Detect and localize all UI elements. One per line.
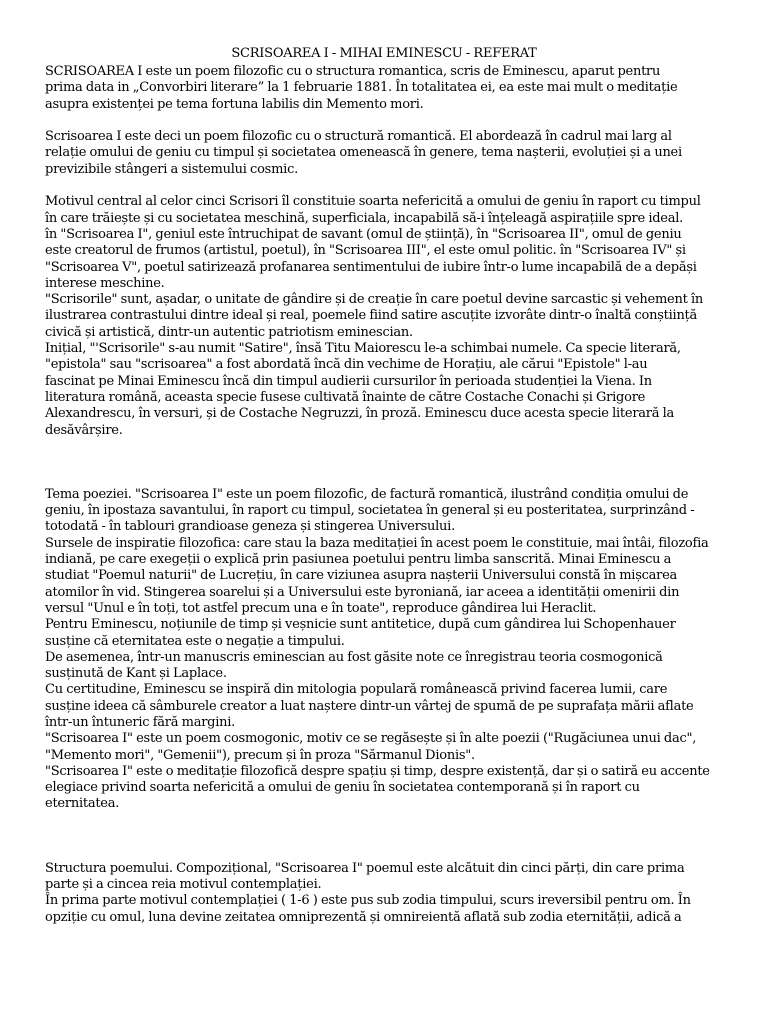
text-line: eternitatea.	[45, 796, 120, 812]
document-title: SCRISOAREA I - MIHAI EMINESCU - REFERAT	[231, 46, 537, 61]
text-line: în care trăiește și cu societatea meschină, superficiala, incapabilă să-i înțeleagă aspirațiile spre ideal.	[45, 210, 684, 226]
text-line: totodată - în tablouri grandioase geneza și stingerea Universului.	[45, 519, 455, 535]
paragraph-3	[45, 194, 737, 438]
text-line: previzibile stângeri a sistemului cosmic.	[45, 161, 298, 177]
text-line: atomilor în vid. Stingerea soarelui și a Universului este byroniană, iar aceea a identității omenirii din	[45, 584, 680, 600]
text-line: De asemenea, într-un manuscris eminescian au fost găsite note ce înregistrau teoria cosmogonică	[45, 649, 663, 665]
text-line: "Scrisoarea I" este o meditație filozofică despre spațiu și timp, despre existență, dar și o satiră eu accente	[45, 763, 710, 779]
text-line: Pentru Eminescu, noțiunile de timp și veșnicie sunt antitetice, după cum gândirea lui Schopenhauer	[45, 617, 676, 633]
text-line: Scrisoarea I este deci un poem filozofic cu o structură romantică. El abordează în cadrul mai larg al	[45, 129, 672, 145]
text-line: "epistola" sau "scrisoarea" a fost abordată încă din vechime de Horațiu, ale cărui "Epistole" l-au	[45, 357, 648, 373]
text-line: relație omului de geniu cu timpul și societatea omenească în genere, tema nașterii, evoluției și a unei	[45, 145, 682, 161]
text-line: Structura poemului. Compozițional, "Scrisoarea I" poemul este alcătuit din cinci părți, din care prima	[45, 860, 685, 876]
text-line: prima data in „Convorbiri literare” la 1 februarie 1881. În totalitatea ei, ea este mai mult o meditație	[45, 80, 678, 96]
paragraph-2	[45, 129, 737, 178]
paragraph-gap	[45, 813, 737, 861]
text-line: fascinat pe Minai Eminescu încă din timpul audierii cursurilor în perioada studenției la Viena. In	[45, 373, 652, 389]
paragraph-4	[45, 487, 737, 813]
text-line: Tema poeziei. "Scrisoarea I" este un poem filozofic, de factură romantică, ilustrând condiția omului de	[45, 486, 689, 502]
text-line: "Scrisorile" sunt, așadar, o unitate de gândire și de creație în care poetul devine sarcastic și vehement în	[45, 292, 703, 308]
text-line: Alexandrescu, în versuri, și de Costache Negruzzi, în proză. Eminescu duce acesta specie literară la	[45, 406, 675, 422]
text-line: susține că eternitatea este o negație a timpului.	[45, 633, 345, 649]
text-line: Motivul central al celor cinci Scrisori îl constituie soarta nefericită a omului de geniu în raport cu timpul	[45, 194, 701, 210]
text-line: indiană, pe care exegeții o explică prin pasiunea poetului pentru limba sanscrită. Minai Eminescu a	[45, 552, 672, 568]
paragraph-gap	[45, 178, 737, 194]
text-line: desăvârșire.	[45, 422, 123, 438]
text-line: asupra existenței pe tema fortuna labilis din Memento mori.	[45, 96, 424, 112]
text-line: parte și a cincea reia motivul contemplației.	[45, 877, 322, 893]
text-line: într-un întuneric fără margini.	[45, 714, 236, 730]
text-line: în "Scrisoarea I", geniul este întruchipat de savant (omul de știință), în "Scrisoarea II", omul de geniu	[45, 226, 682, 242]
text-line: geniu, în ipostaza savantului, în raport cu timpul, societatea în general și eu posteritatea, surprinzând -	[45, 503, 695, 519]
text-line: "Scrisoarea I" este un poem cosmogonic, motiv ce se regăsește și în alte poezii ("Rugăciunea unui dac",	[45, 731, 697, 747]
text-line: "Memento mori", "Gemenii"), precum și în proza "Sărmanul Dionis".	[45, 747, 475, 763]
text-line: versul "Unul e în toți, tot astfel precum una e în toate", reproduce gândirea lui Heraclit.	[45, 600, 597, 616]
text-line: interese meschine.	[45, 275, 165, 291]
text-line: ilustrarea contrastului dintre ideal și real, poemele fiind satire ascuțite izvorâte dintr-o înaltă conștiință	[45, 308, 698, 324]
paragraph-5	[45, 861, 737, 926]
paragraph-intro	[45, 64, 737, 113]
text-line: susține ideea că sâmburele creator a luat naștere dintr-un vârtej de spumă de pe suprafața mării aflate	[45, 698, 694, 714]
text-line: Sursele de inspiratie filozofica: care stau la baza meditației în acest poem le constituie, mai întâi, filozofia	[45, 535, 709, 551]
text-line: "Scrisoarea V", poetul satirizează profanarea sentimentului de iubire într-o lume incapabilă de a depăși	[45, 259, 697, 275]
text-line: SCRISOAREA I este un poem filozofic cu o structura romantica, scris de Eminescu, aparut pentru	[45, 64, 661, 79]
text-line: literatura română, aceasta specie fusese cultivată înainte de către Costache Conachi și Grigore	[45, 389, 646, 405]
text-line: În prima parte motivul contemplației ( 1-6 ) este pus sub zodia timpului, scurs ireversibil pentru om. În	[45, 893, 691, 909]
document-body	[45, 64, 737, 926]
text-line: Cu certitudine, Eminescu se inspiră din mitologia populară românească privind facerea lumii, care	[45, 682, 668, 698]
paragraph-gap	[45, 439, 737, 487]
text-line: este creatorul de frumos (artistul, poetul), în "Scrisoarea III", el este omul politic. în "Scrisoarea IV" și	[45, 243, 686, 259]
text-line: elegiace privind soarta nefericită a omului de geniu în societatea contemporană și în raport cu	[45, 780, 640, 796]
text-line: opziție cu omul, luna devine zeitatea omniprezentă și omnireientă aflată sub zodia eternității, adică a	[45, 909, 682, 925]
paragraph-gap	[45, 113, 737, 129]
text-line: susținută de Kant și Laplace.	[45, 666, 227, 682]
text-line: studiat "Poemul naturii" de Lucrețiu, în care viziunea asupra nașterii Universului constă în mișcarea	[45, 568, 678, 584]
text-line: Inițial, "'Scrisorile" s-au numit "Satire", însă Titu Maiorescu le-a schimbai numele. Ca specie literară,	[45, 341, 681, 357]
text-line: civică și artistică, dintr-un autentic patriotism eminescian.	[45, 324, 413, 340]
